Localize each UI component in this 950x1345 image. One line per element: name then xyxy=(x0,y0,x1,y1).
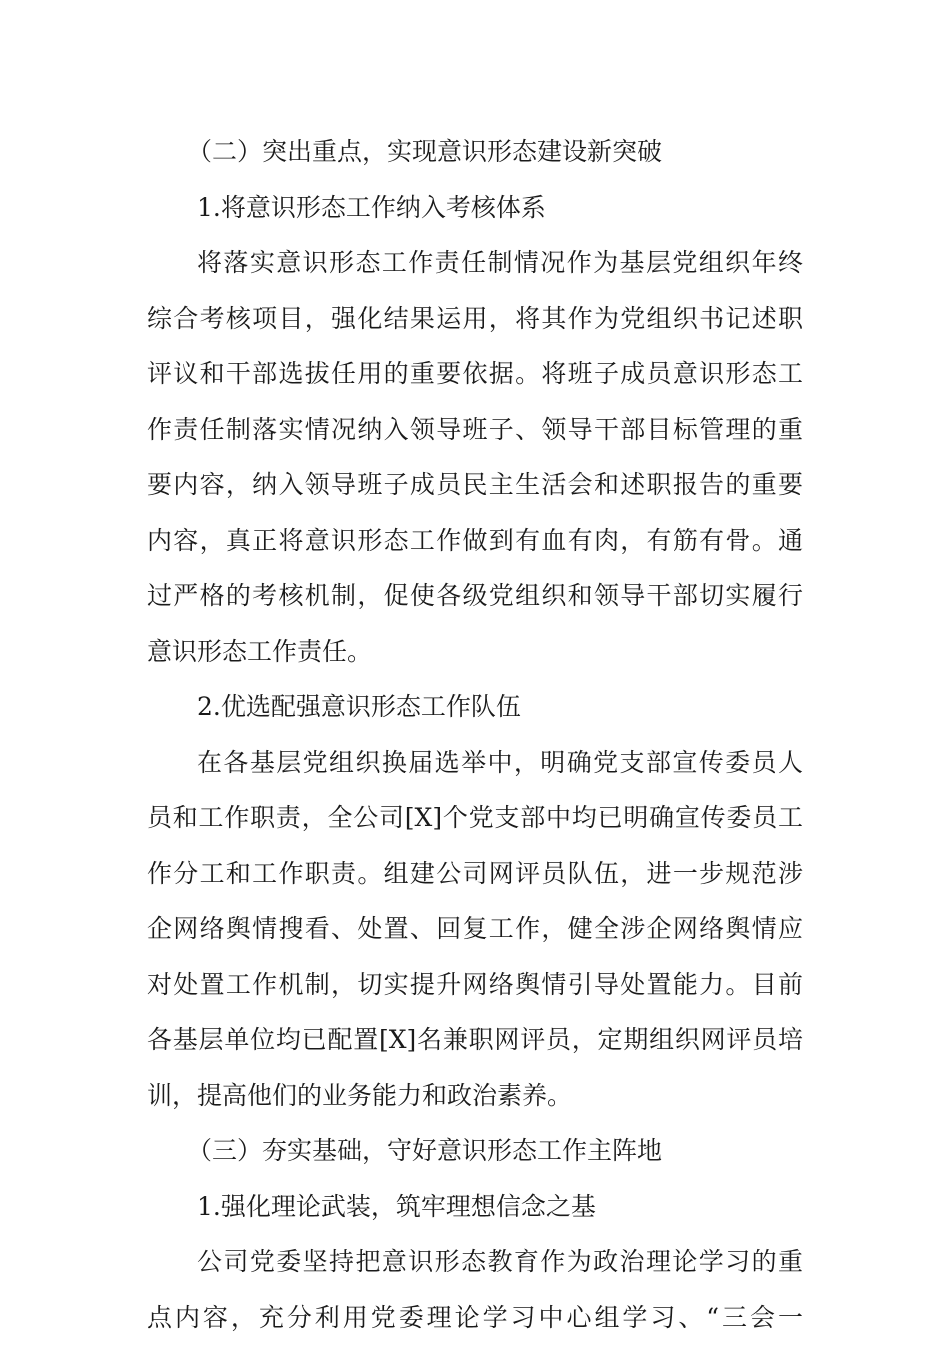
paragraph-line: 作责任制落实情况纳入领导班子、领导干部目标管理的重 xyxy=(147,402,803,458)
paragraph-line: 综合考核项目，强化结果运用，将其作为党组织书记述职 xyxy=(147,291,803,347)
paragraph-line: 员和工作职责，全公司[X]个党支部中均已明确宣传委员工 xyxy=(147,790,803,846)
paragraph-line: 评议和干部选拔任用的重要依据。将班子成员意识形态工 xyxy=(147,346,803,402)
paragraph-line: 内容，真正将意识形态工作做到有血有肉，有筋有骨。通 xyxy=(147,513,803,569)
paragraph-line: 在各基层党组织换届选举中，明确党支部宣传委员人 xyxy=(147,735,803,791)
item-title-2: 2.优选配强意识形态工作队伍 xyxy=(147,679,803,735)
item-title-1: 1.将意识形态工作纳入考核体系 xyxy=(147,180,803,236)
paragraph-line: 要内容，纳入领导班子成员民主生活会和述职报告的重要 xyxy=(147,457,803,513)
paragraph-line: 过严格的考核机制，促使各级党组织和领导干部切实履行 xyxy=(147,568,803,624)
paragraph-line: 意识形态工作责任。 xyxy=(147,624,803,680)
paragraph-line: 各基层单位均已配置[X]名兼职网评员，定期组织网评员培 xyxy=(147,1012,803,1068)
paragraph-line: 对处置工作机制，切实提升网络舆情引导处置能力。目前 xyxy=(147,957,803,1013)
paragraph-line: 公司党委坚持把意识形态教育作为政治理论学习的重 xyxy=(147,1234,803,1290)
item-title-3: 1.强化理论武装，筑牢理想信念之基 xyxy=(147,1179,803,1235)
paragraph-line: 点内容，充分利用党委理论学习中心组学习、“三会一 xyxy=(147,1290,803,1345)
paragraph-line: 训，提高他们的业务能力和政治素养。 xyxy=(147,1068,803,1124)
section-heading-2: （二）突出重点，实现意识形态建设新突破 xyxy=(147,124,803,180)
paragraph-line: 作分工和工作职责。组建公司网评员队伍，进一步规范涉 xyxy=(147,846,803,902)
paragraph-line: 将落实意识形态工作责任制情况作为基层党组织年终 xyxy=(147,235,803,291)
section-heading-3: （三）夯实基础，守好意识形态工作主阵地 xyxy=(147,1123,803,1179)
document-page xyxy=(147,124,803,1345)
paragraph-line: 企网络舆情搜看、处置、回复工作，健全涉企网络舆情应 xyxy=(147,901,803,957)
